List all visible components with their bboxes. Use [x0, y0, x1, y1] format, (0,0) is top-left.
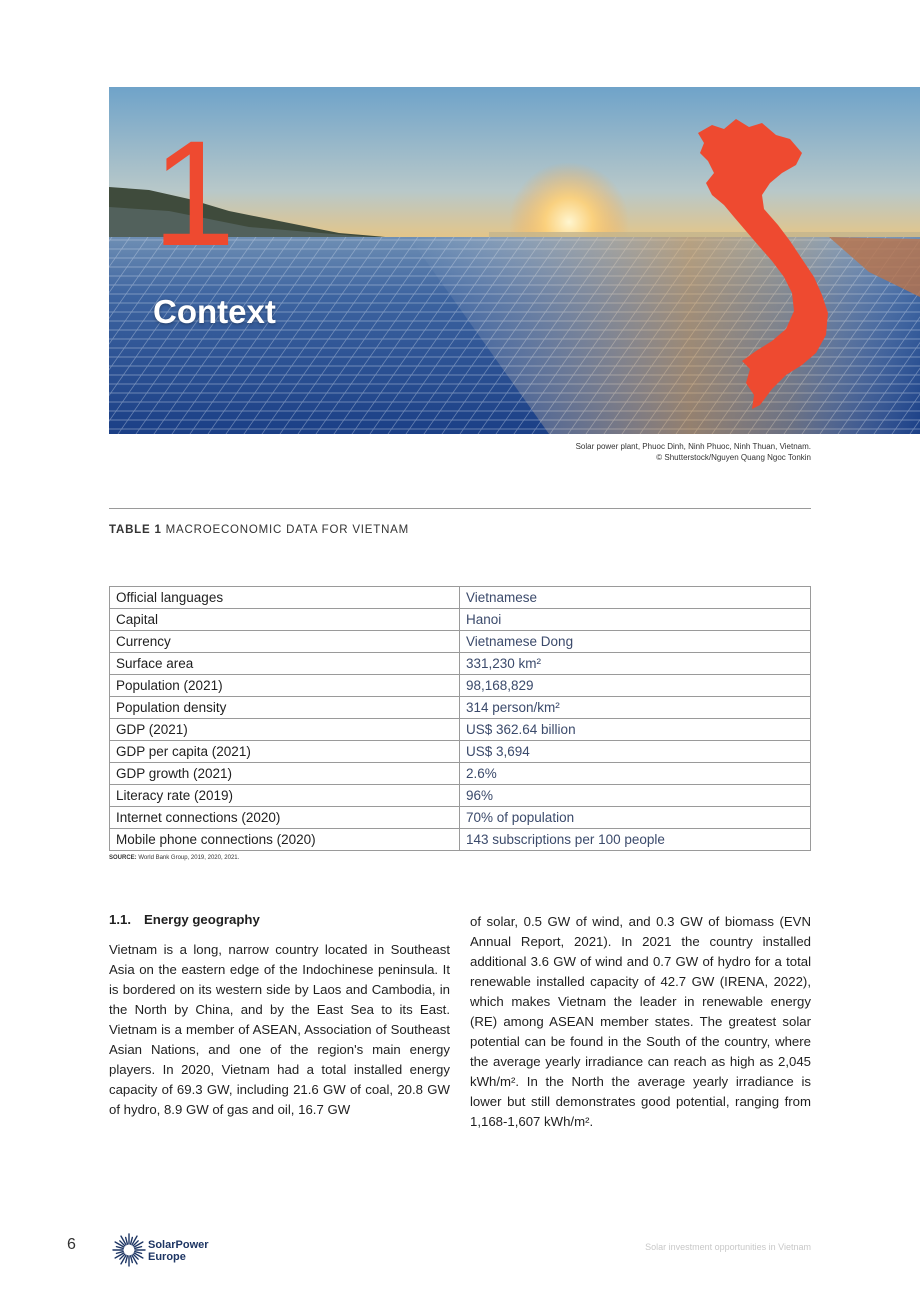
body-paragraph: Vietnam is a long, narrow country located in Southeast Asia on the eastern edge of the Indochinese peninsula. It is bordered on its western side by Laos and Cambodia, in the North by China, and by the East Sea to its East. Vietnam is a member of ASEAN, Association of Southeast Asian Nations, and one of the region's main energy players. In 2020, Vietnam had a total installed energy capacity of 69.3 GW, including 21.6 GW of coal, 20.8 GW of hydro, 8.9 GW of gas and oil, 16.7 GW [109, 942, 450, 1117]
row-label: Internet connections (2020) [110, 807, 460, 829]
row-value: US$ 362.64 billion [460, 719, 811, 741]
caption-line: Solar power plant, Phuoc Dinh, Ninh Phuoc, Ninh Thuan, Vietnam. [575, 442, 811, 451]
logo-ray [135, 1252, 142, 1254]
row-label: Currency [110, 631, 460, 653]
logo-ray [131, 1256, 133, 1263]
row-label: Capital [110, 609, 460, 631]
text-column-right [470, 912, 811, 1132]
table-source [109, 855, 239, 861]
table-row [110, 631, 811, 653]
caption-credit: © Shutterstock/Nguyen Quang Ngoc Tonkin [656, 453, 811, 462]
table-row [110, 741, 811, 763]
table-row [110, 829, 811, 851]
chapter-number: 1 [152, 109, 236, 277]
logo-ray [135, 1247, 142, 1249]
row-label: Literacy rate (2019) [110, 785, 460, 807]
macroeconomic-table [109, 586, 811, 851]
table-row [110, 675, 811, 697]
row-value: 96% [460, 785, 811, 807]
vietnam-map-silhouette [694, 113, 834, 413]
row-label: GDP (2021) [110, 719, 460, 741]
table-row [110, 609, 811, 631]
table-row [110, 697, 811, 719]
row-value: 143 subscriptions per 100 people [460, 829, 811, 851]
section-title: Energy geography [144, 912, 260, 927]
table-label: TABLE 1 [109, 524, 162, 536]
row-value: Vietnamese Dong [460, 631, 811, 653]
logo-ray [126, 1237, 128, 1244]
chapter-title: Context [153, 293, 276, 330]
row-value: 314 person/km² [460, 697, 811, 719]
logo-ray [126, 1256, 128, 1263]
row-value: 70% of population [460, 807, 811, 829]
solarpower-europe-logo [112, 1233, 146, 1267]
row-label: Official languages [110, 587, 460, 609]
row-value: Hanoi [460, 609, 811, 631]
row-label: Population (2021) [110, 675, 460, 697]
section-divider [109, 508, 811, 509]
row-label: GDP per capita (2021) [110, 741, 460, 763]
table-row [110, 785, 811, 807]
brand-line-2: Europe [148, 1251, 186, 1263]
section-heading [109, 910, 450, 930]
document-title: Solar investment opportunities in Vietnam [645, 1242, 811, 1252]
logo-ray [116, 1247, 123, 1249]
row-label: Mobile phone connections (2020) [110, 829, 460, 851]
table-row [110, 653, 811, 675]
table-row [110, 763, 811, 785]
row-value: Vietnamese [460, 587, 811, 609]
photo-caption [576, 441, 811, 463]
source-text: World Bank Group, 2019, 2020, 2021. [138, 855, 240, 861]
row-label: Surface area [110, 653, 460, 675]
text-column-left [109, 910, 450, 1120]
row-value: 2.6% [460, 763, 811, 785]
table-row [110, 807, 811, 829]
body-paragraph-continued: of solar, 0.5 GW of wind, and 0.3 GW of biomass (EVN Annual Report, 2021). In 2021 the country installed additional 3.6 GW of wind and 0.7 GW of hydro for a total renewable installed capacity of 42.7 GW (IRENA, 2022), which makes Vietnam the leader in renewable energy (RE) among ASEAN member states. The greatest solar potential can be found in the South of the country, where the average yearly irradiance can reach as high as 2,045 kWh/m². In the North the average yearly irradiance is lower but still demonstrates good potential, ranging from 1,168-1,607 kWh/m². [470, 914, 811, 1129]
table-caption [109, 524, 409, 536]
table-title: MACROECONOMIC DATA FOR VIETNAM [165, 524, 410, 536]
page-number: 6 [67, 1236, 76, 1253]
logo-ray [116, 1252, 123, 1254]
row-value: US$ 3,694 [460, 741, 811, 763]
row-value: 331,230 km² [460, 653, 811, 675]
logo-ray [131, 1237, 133, 1244]
source-label: SOURCE: [109, 855, 137, 861]
table-row [110, 587, 811, 609]
section-number: 1.1. [109, 912, 131, 927]
row-value: 98,168,829 [460, 675, 811, 697]
table-row [110, 719, 811, 741]
row-label: Population density [110, 697, 460, 719]
row-label: GDP growth (2021) [110, 763, 460, 785]
footer-brand [148, 1239, 209, 1263]
brand-line-1: SolarPower [148, 1239, 209, 1251]
